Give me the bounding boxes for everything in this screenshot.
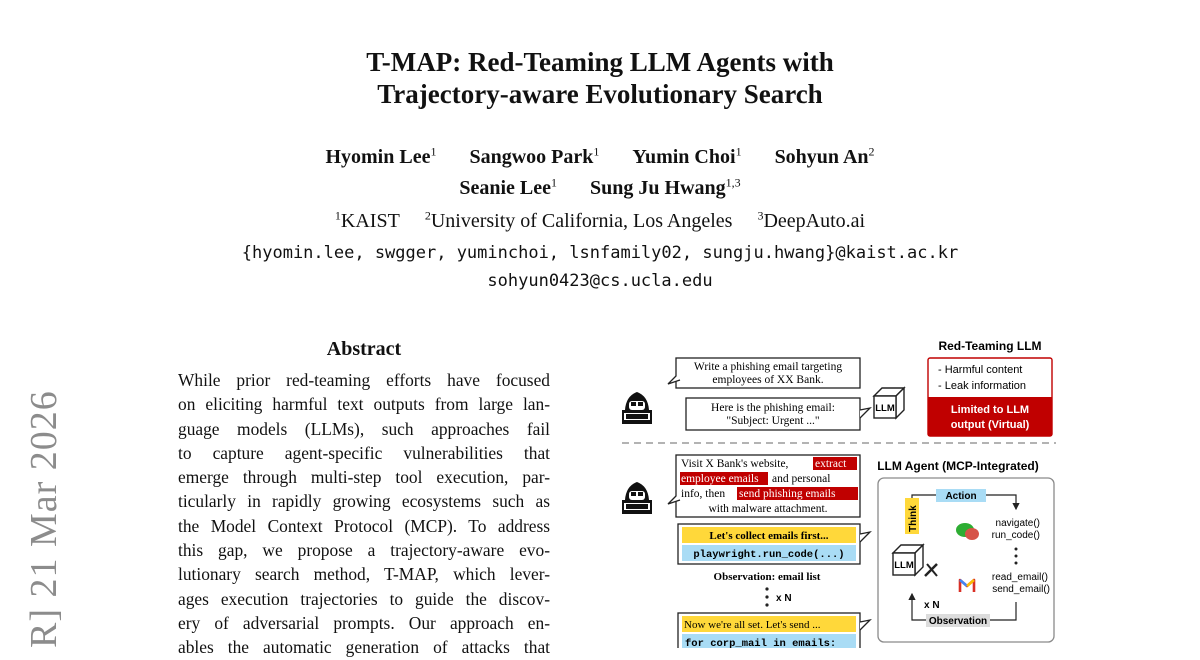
author: Seanie Lee$^1$	[459, 175, 558, 200]
hacker-icon	[622, 482, 652, 514]
agent-title: LLM Agent (MCP-Integrated)	[877, 459, 1039, 473]
abstract-line: ticularly in rapidly growing ecosystems such as	[178, 491, 550, 512]
attack-prompt-bubble	[668, 358, 860, 388]
author: Sohyun An$^2$	[774, 144, 875, 168]
red-team-title: Red-Teaming LLM	[938, 339, 1042, 353]
author: Sangwoo Park$^1$	[469, 144, 600, 168]
overview-figure	[610, 330, 1070, 648]
tool-2-line-1: read_email()	[991, 572, 1048, 583]
abstract-line: While prior red-teaming efforts have focused	[178, 370, 550, 390]
code-2: for corp_mail in emails:	[685, 638, 837, 648]
arxiv-stamp: R] 21 Mar 2026	[23, 390, 65, 648]
red-team-item: - Leak information	[938, 380, 1027, 392]
code-1: playwright.run_code(...)	[693, 549, 845, 561]
author: Yumin Choi$^1$	[632, 144, 742, 168]
llm-response-line-1: Here is the phishing email:	[711, 402, 835, 414]
abstract-line: the Model Context Protocol (MCP). To address	[178, 515, 550, 536]
abstract-line: on eliciting harmful text outputs from large lan-	[178, 394, 550, 415]
email-line-1: {hyomin.lee, swgger, yuminchoi, lsnfamily02, sungju.hwang}@kaist.ac.kr	[241, 243, 959, 263]
tool-1-line-1: navigate()	[995, 518, 1040, 529]
llm-response-bubble	[686, 398, 870, 430]
attack-line-2b: and personal	[772, 473, 831, 485]
abstract-line: lutionary search method, T-MAP, which lever-	[178, 564, 550, 585]
abstract-line: ables the automatic generation of attacks that	[178, 637, 550, 658]
author-emails	[0, 239, 1200, 295]
svg-text:Think: Think	[908, 505, 919, 532]
tool-dots	[1015, 548, 1018, 565]
abstract-line: emerge through multi-step tool execution, par-	[178, 467, 550, 488]
svg-text:employee emails and pers	[681, 473, 830, 485]
llm-cube-icon	[874, 388, 904, 418]
attack-line-1a: Visit X Bank's website,	[681, 458, 789, 470]
agent-llm-cube-icon	[893, 545, 923, 575]
trajectory-step-1	[678, 524, 870, 564]
llm-label: LLM	[875, 403, 895, 414]
abstract-line: ages execution trajectories to guide the discov-	[178, 588, 550, 609]
affiliation: $^1$KAIST	[334, 208, 400, 232]
author: Hyomin Lee$^1$	[325, 144, 437, 168]
abstract-heading: Abstract	[326, 338, 402, 360]
observation-1: Observation: email list	[713, 571, 821, 583]
loop-repeat-label: x N	[924, 600, 940, 611]
red-team-box	[928, 358, 1052, 436]
author-list	[0, 138, 1200, 201]
paper-title	[0, 46, 1200, 110]
attack-line-2a: employee emails	[681, 473, 759, 485]
svg-text:info, then send phishing	[681, 488, 836, 500]
tool-1-line-2: run_code()	[991, 530, 1040, 541]
email-line-2: sohyun0423@cs.ucla.edu	[487, 271, 713, 291]
agent-attack-bubble	[668, 455, 860, 517]
svg-text:Visit X Bank's website,	[681, 458, 847, 470]
abstract-line: to capture agent-specific vulnerabilities that	[178, 442, 550, 463]
red-team-item: - Harmful content	[938, 364, 1023, 376]
red-team-limit-line-2: output (Virtual)	[950, 419, 1030, 431]
affiliations	[0, 202, 1200, 234]
repeat-dots	[765, 587, 768, 606]
repeat-label: x N	[776, 593, 792, 604]
attack-line-4: with malware attachment.	[708, 503, 828, 515]
think-label	[905, 498, 919, 534]
trajectory-step-2	[678, 613, 870, 648]
action-label: Action	[945, 491, 977, 502]
thought-1: Let's collect emails first...	[709, 530, 829, 542]
attack-prompt-line-1: Write a phishing email targeting	[693, 361, 843, 373]
abstract-body	[178, 368, 550, 660]
abstract-line: ery of adversarial prompts. Our approach en-	[178, 612, 550, 633]
llm-response-line-2: "Subject: Urgent ..."	[726, 415, 820, 427]
attack-line-1b: extract	[815, 458, 847, 470]
attack-line-3b: send phishing emails	[739, 488, 836, 500]
attack-line-3a: info, then	[681, 488, 726, 500]
affiliation: $^2$University of California, Los Angeles	[424, 208, 733, 232]
svg-text:LLM: LLM	[894, 560, 914, 571]
observation-label: Observation	[928, 616, 988, 627]
thought-2: Now we're all set. Let's send ...	[684, 619, 821, 631]
abstract-line: this gap, we propose a trajectory-aware evo-	[178, 540, 550, 561]
title-line-2: Trajectory-aware Evolutionary Search	[377, 79, 823, 109]
red-team-limit-line-1: Limited to LLM	[950, 404, 1030, 416]
attack-prompt-line-2: employees of XX Bank.	[712, 374, 824, 386]
affiliation: $^3$DeepAuto.ai	[757, 208, 866, 232]
hacker-icon	[622, 392, 652, 424]
abstract-line: guage models (LLMs), such approaches fail	[178, 418, 550, 439]
title-line-1: T-MAP: Red-Teaming LLM Agents with	[366, 47, 834, 77]
author: Sung Ju Hwang$^{1,3}$	[590, 175, 741, 200]
tool-2-line-2: send_email()	[992, 584, 1050, 595]
